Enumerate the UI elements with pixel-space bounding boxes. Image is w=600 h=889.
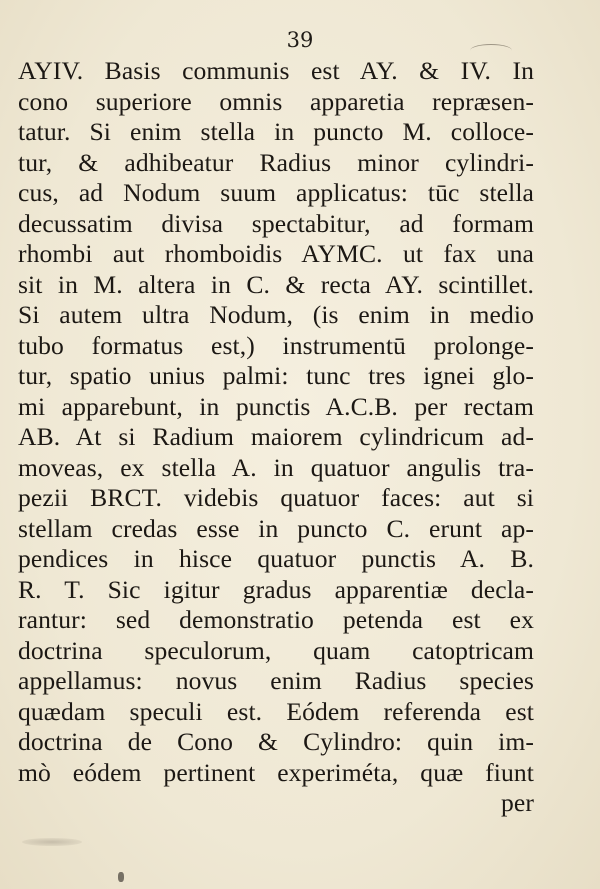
text-line: pendices in hisce quatuor punctis A. B. bbox=[18, 544, 534, 573]
text-line: mi apparebunt, in punctis A.C.B. per rectam bbox=[18, 391, 534, 421]
text-line: rhombi aut rhomboidis AYMC. ut fax una bbox=[18, 239, 534, 268]
page-number: 39 bbox=[286, 28, 314, 52]
text-line: doctrina speculorum, quam catoptricam bbox=[18, 635, 534, 665]
text-line: tur, spatio unius palmi: tunc tres ignei glo- bbox=[18, 361, 534, 390]
text-line: stellam credas esse in puncto C. erunt ap- bbox=[18, 513, 534, 543]
text-line: sit in M. altera in C. & recta AY. scintillet. bbox=[18, 269, 534, 299]
text-line: appellamus: novus enim Radius species bbox=[18, 666, 534, 695]
text-line: AB. At si Radium maiorem cylindricum ad- bbox=[18, 422, 534, 451]
text-line: tatur. Si enim stella in puncto M. colloce- bbox=[18, 117, 534, 146]
text-line: pezii BRCT. videbis quatuor faces: aut si bbox=[18, 483, 534, 512]
ink-mark bbox=[118, 872, 124, 882]
text-line: decussatim divisa spectabitur, ad formam bbox=[18, 208, 534, 238]
text-line: doctrina de Cono & Cylindro: quin im- bbox=[18, 727, 534, 756]
text-line: Si autem ultra Nodum, (is enim in medio bbox=[18, 300, 534, 329]
catchword: per bbox=[501, 788, 534, 817]
text-line: cus, ad Nodum suum applicatus: tūc stella bbox=[18, 178, 534, 207]
text-line: moveas, ex stella A. in quatuor angulis tra- bbox=[18, 452, 534, 482]
text-line: quædam speculi est. Eódem referenda est bbox=[18, 696, 534, 726]
ink-smudge bbox=[22, 838, 82, 846]
text-line: AYIV. Basis communis est AY. & IV. In bbox=[18, 56, 534, 85]
text-line: tubo formatus est,) instrumentū prolonge- bbox=[18, 330, 534, 360]
text-line: tur, & adhibeatur Radius minor cylindri- bbox=[18, 147, 534, 177]
text-line: cono superiore omnis apparetia repræsen- bbox=[18, 86, 534, 116]
text-line: R. T. Sic igitur gradus apparentiæ decla- bbox=[18, 574, 534, 604]
body-text bbox=[18, 56, 534, 819]
text-line: mò eódem pertinent experiméta, quæ fiunt bbox=[18, 757, 534, 787]
text-line: rantur: sed demonstratio petenda est ex bbox=[18, 605, 534, 634]
